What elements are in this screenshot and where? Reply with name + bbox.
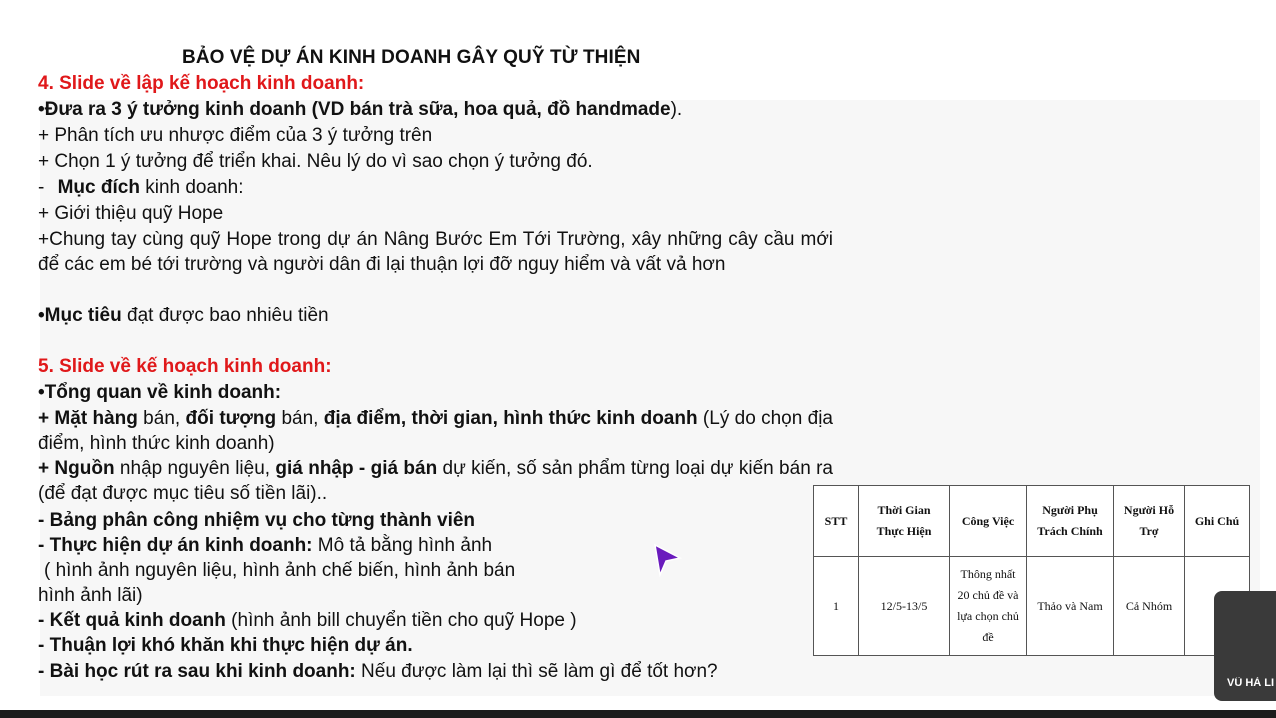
- item2-part-b: nhập nguyên liệu,: [114, 458, 276, 479]
- cell-owner: Thảo và Nam: [1027, 557, 1114, 656]
- section5-item1: [38, 406, 833, 456]
- execute-rest: Mô tả bằng hình ảnh: [312, 535, 493, 556]
- bottom-bar: [0, 710, 1276, 718]
- item1-part-f: (Lý do chọn địa điểm, hình thức kinh doanh): [38, 408, 833, 454]
- section5-item2: [38, 456, 833, 506]
- section4-sub2: + Chọn 1 ý tưởng để triển khai. Nêu lý do vì sao chọn ý tưởng đó.: [38, 151, 593, 172]
- item1-part-c: đối tượng: [185, 408, 277, 429]
- goal-rest: đạt được bao nhiêu tiền: [121, 305, 329, 326]
- item1-part-e: địa điểm, thời gian, hình thức kinh doanh: [323, 408, 698, 429]
- execute-bold: - Thực hiện dự án kinh doanh:: [38, 535, 313, 556]
- bullet1-end: ).: [670, 99, 683, 120]
- header-time: Thời Gian Thực Hiện: [859, 486, 950, 557]
- header-owner: Người Phụ Trách Chính: [1027, 486, 1114, 557]
- result-rest: (hình ảnh bill chuyển tiền cho quỹ Hope ): [225, 610, 577, 631]
- slide-title: BẢO VỆ DỰ ÁN KINH DOANH GÂY QUỸ TỪ THIỆN: [182, 47, 641, 68]
- lesson-rest: Nếu được làm lại thì sẽ làm gì để tốt hơn?: [355, 661, 718, 682]
- purpose-rest: kinh doanh:: [139, 177, 244, 198]
- item1-part-d: bán,: [276, 408, 324, 429]
- cell-support: Cả Nhóm: [1114, 557, 1185, 656]
- table-row: [814, 557, 1250, 656]
- header-task: Công Việc: [950, 486, 1027, 557]
- section5-assign: - Bảng phân công nhiệm vụ cho từng thành viên: [38, 510, 476, 531]
- task-assignment-table: [813, 485, 1250, 656]
- cell-time: 12/5-13/5: [859, 557, 950, 656]
- item2-part-d: dự kiến, số sản phẩm từng loại dự kiến bán ra (để đạt được mục tiêu số tiền lãi)..: [38, 458, 833, 504]
- section5-heading: 5. Slide về kế hoạch kinh doanh:: [38, 356, 332, 377]
- goal-bold: •Mục tiêu: [38, 305, 122, 326]
- item1-part-b: bán,: [137, 408, 186, 429]
- section5-images-line2: hình ảnh lãi): [38, 585, 143, 606]
- item2-part-c: giá nhập - giá bán: [275, 458, 438, 479]
- participant-name: VŨ HÀ LI: [1227, 677, 1275, 689]
- section4-goal: [38, 305, 329, 327]
- item2-part-a: + Nguồn: [38, 458, 115, 479]
- header-stt: STT: [814, 486, 859, 557]
- cell-stt: 1: [814, 557, 859, 656]
- table-header-row: [814, 486, 1250, 557]
- item1-part-a: + Mặt hàng: [38, 408, 138, 429]
- section5-lesson: [38, 661, 718, 683]
- result-bold: - Kết quả kinh doanh: [38, 610, 226, 631]
- bullet1-bold: •Đưa ra 3 ý tưởng kinh doanh (VD bán trà sữa, hoa quả, đồ handmade: [38, 99, 671, 120]
- header-note: Ghi Chú: [1185, 486, 1250, 557]
- section5-overview: •Tổng quan về kinh doanh:: [38, 382, 282, 403]
- lesson-bold: - Bài học rút ra sau khi kinh doanh:: [38, 661, 356, 682]
- section5-images-line1: ( hình ảnh nguyên liệu, hình ảnh chế biến, hình ảnh bán: [44, 560, 516, 581]
- cell-task: Thông nhất 20 chủ đề và lựa chọn chủ đề: [950, 557, 1027, 656]
- section5-result: [38, 610, 577, 632]
- section4-bullet1: [38, 99, 682, 121]
- section4-hope-intro: + Giới thiệu quỹ Hope: [38, 203, 224, 224]
- section4-sub1: + Phân tích ưu nhược điểm của 3 ý tưởng trên: [38, 125, 433, 146]
- section4-heading: 4. Slide về lập kế hoạch kinh doanh:: [38, 73, 365, 94]
- section5-execute: [38, 535, 492, 557]
- header-support: Người Hỗ Trợ: [1114, 486, 1185, 557]
- pointer-cursor-icon: [652, 543, 682, 577]
- section4-purpose: [38, 177, 243, 199]
- purpose-dash: -: [38, 177, 50, 198]
- purpose-bold: Mục đích: [57, 177, 140, 198]
- section4-hope-paragraph: +Chung tay cùng quỹ Hope trong dự án Nâng Bước Em Tới Trường, xây những cây cầu mới để các em bé tới trường và người dân đi lại thuận lợi đỡ nguy hiểm và vất vả hơn: [38, 229, 833, 275]
- section5-difficulty: - Thuận lợi khó khăn khi thực hiện dự án.: [38, 635, 413, 656]
